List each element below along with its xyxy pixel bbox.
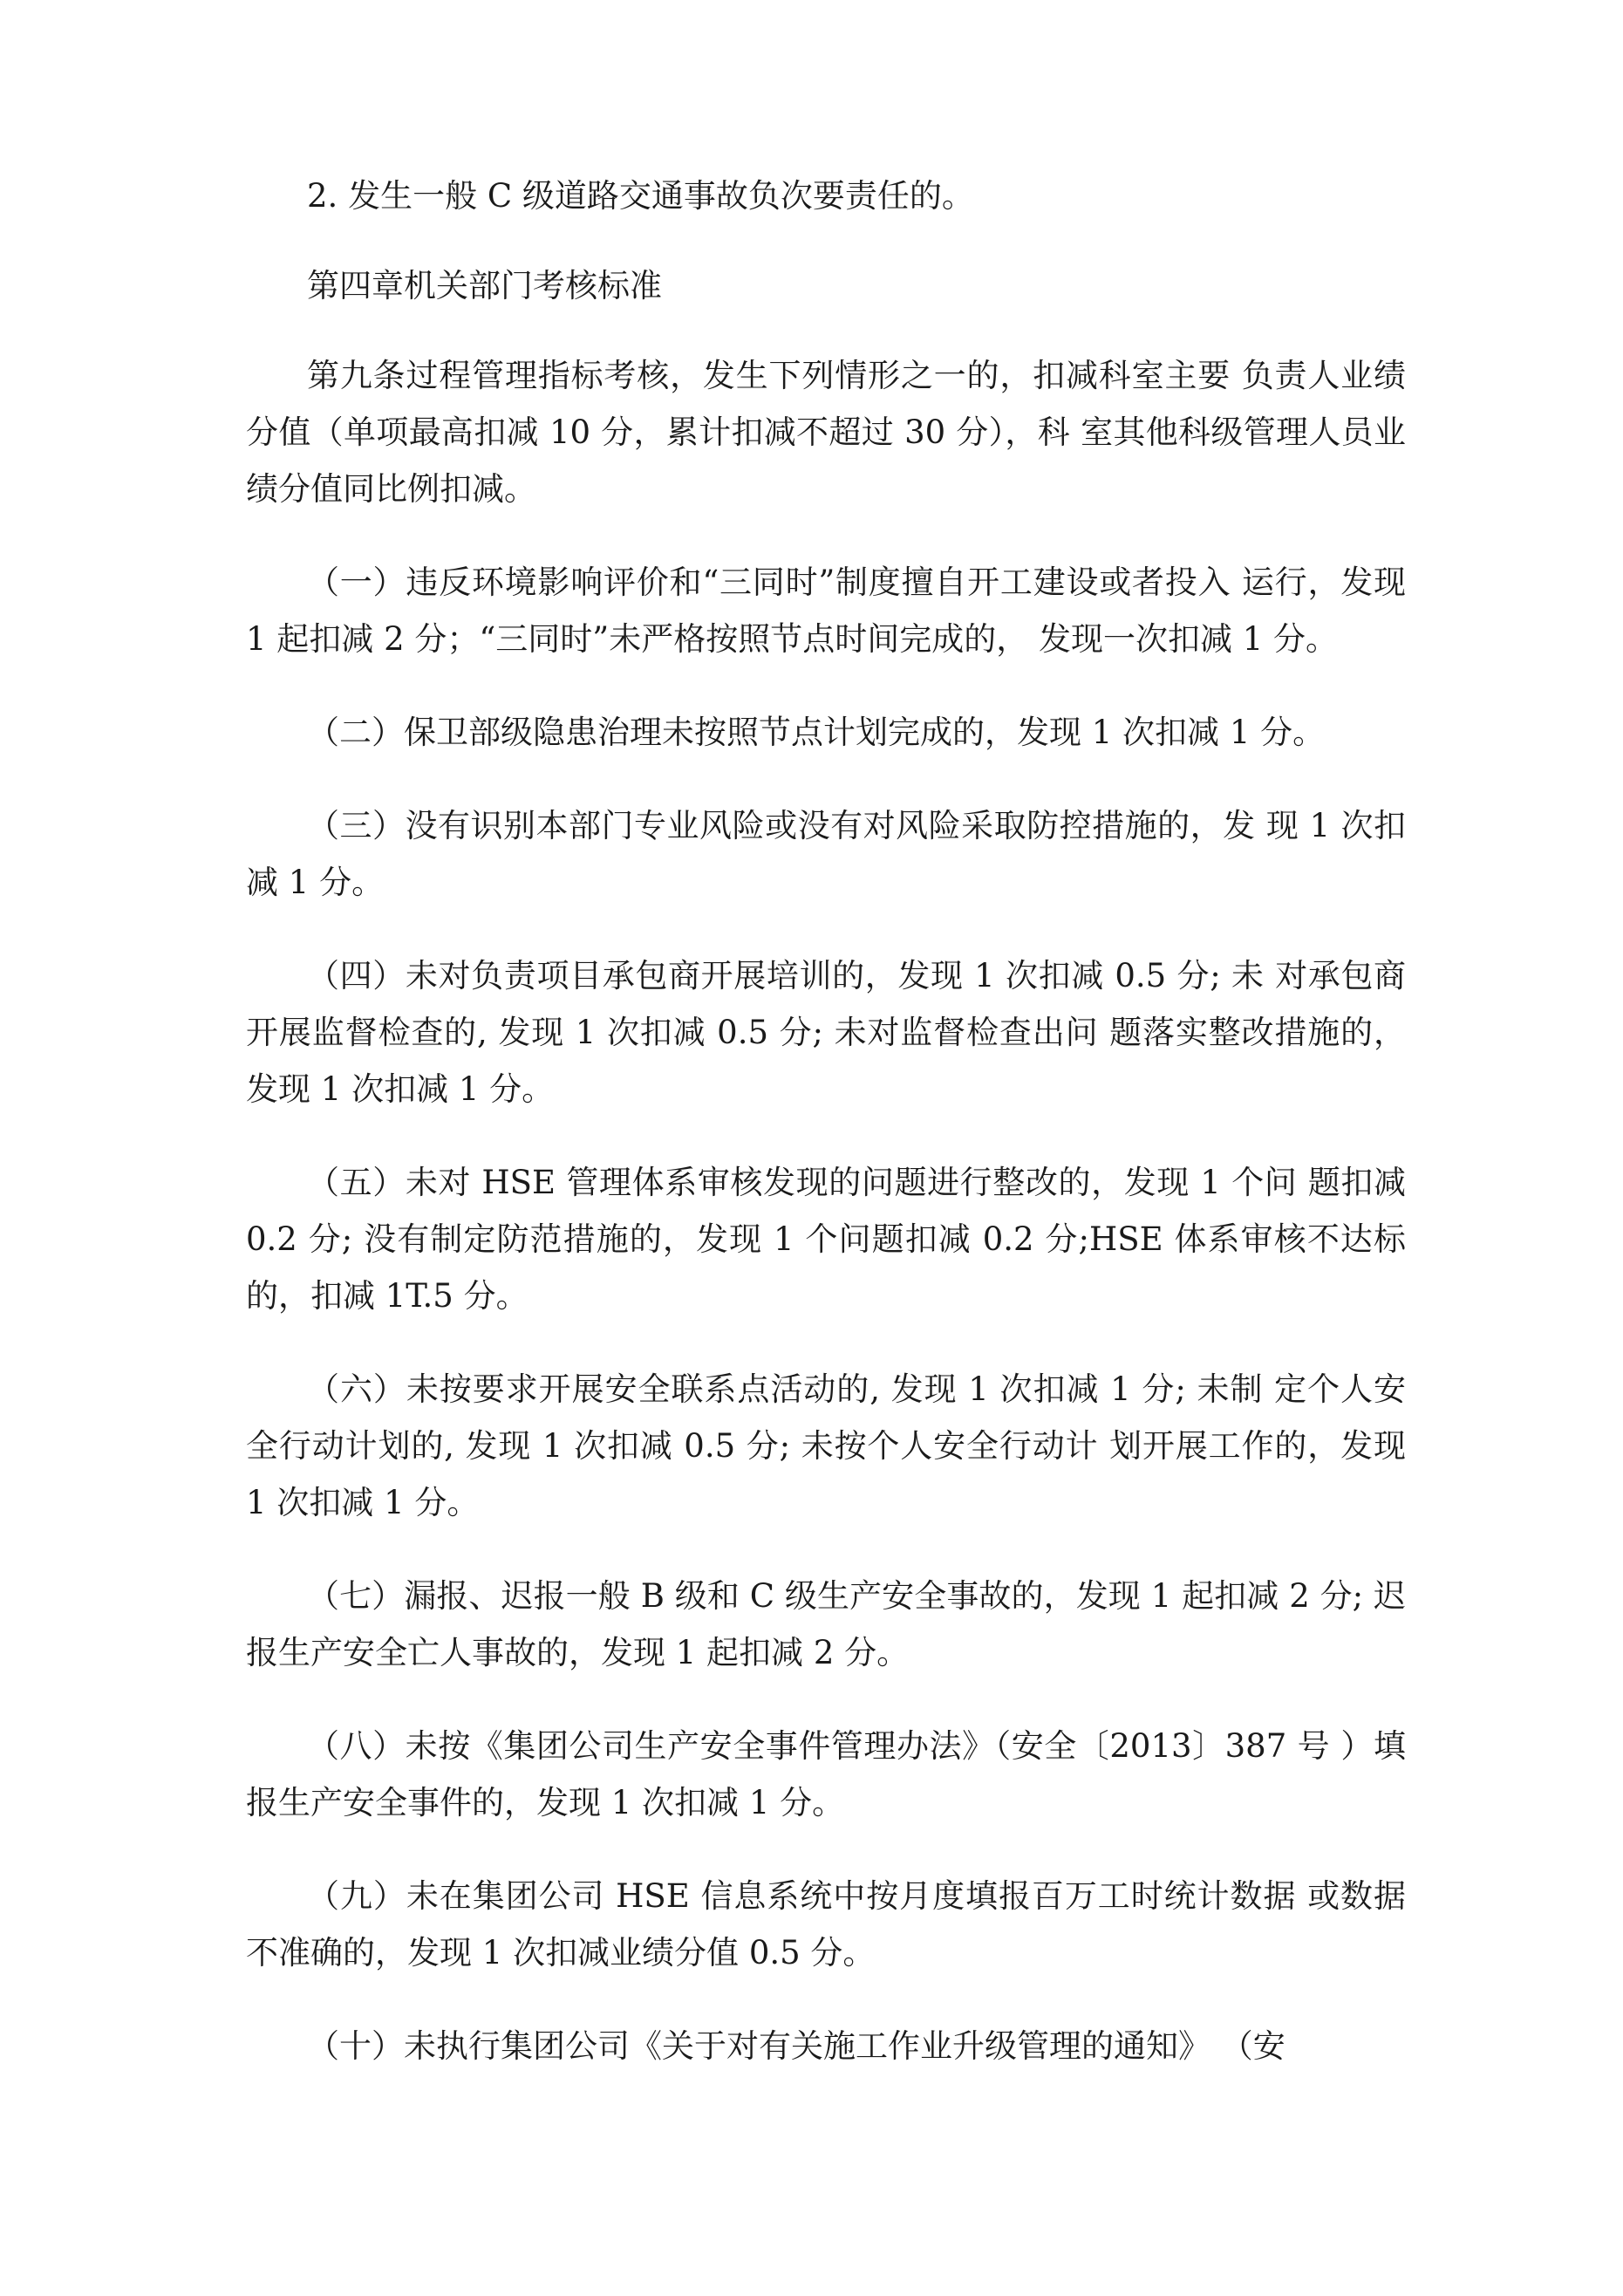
chapter-heading: 第四章机关部门考核标准 — [307, 267, 662, 304]
clause-6-paragraph: （六）未按要求开展安全联系点活动的, 发现 1 次扣减 1 分; 未制 定个人安全行动计划的, 发现 1 次扣减 0.5 分; 未按个人安全行动计 划开展工作的，发现 1 次扣减 1 分。 — [246, 1370, 1406, 1521]
clause-10-paragraph: （十）未执行集团公司《关于对有关施工作业升级管理的通知》 （安 — [307, 2027, 1285, 2065]
article-9-paragraph: 第九条过程管理指标考核，发生下列情形之一的，扣减科室主要 负责人业绩分值（单项最高扣减 10 分，累计扣减不超过 30 分），科 室其他科级管理人员业绩分值同比例扣减。 — [246, 357, 1406, 508]
paragraph-item-2: 2. 发生一般 C 级道路交通事故负次要责任的。 — [307, 177, 974, 215]
clause-9-paragraph: （九）未在集团公司 HSE 信息系统中按月度填报百万工时统计数据 或数据不准确的，发现 1 次扣减业绩分值 0.5 分。 — [246, 1877, 1406, 1971]
clause-3-paragraph: （三）没有识别本部门专业风险或没有对风险采取防控措施的，发 现 1 次扣减 1 分。 — [246, 807, 1406, 901]
clause-2-paragraph: （二）保卫部级隐患治理未按照节点计划完成的，发现 1 次扣减 1 分。 — [307, 714, 1326, 751]
clause-7-paragraph: （七）漏报、迟报一般 B 级和 C 级生产安全事故的，发现 1 起扣减 2 分; 迟报生产安全亡人事故的，发现 1 起扣减 2 分。 — [246, 1577, 1406, 1671]
clause-4-paragraph: （四）未对负责项目承包商开展培训的，发现 1 次扣减 0.5 分; 未 对承包商开展监督检查的, 发现 1 次扣减 0.5 分; 未对监督检查出问 题落实整改措施的，发现 1 次扣减 1 分。 — [246, 957, 1406, 1108]
clause-1-paragraph: （一）违反环境影响评价和“三同时”制度擅自开工建设或者投入 运行，发现 1 起扣减 2 分；“三同时”未严格按照节点时间完成的， 发现一次扣减 1 分。 — [246, 564, 1406, 658]
clause-5-paragraph: （五）未对 HSE 管理体系审核发现的问题进行整改的，发现 1 个问 题扣减 0.2 分; 没有制定防范措施的，发现 1 个问题扣减 0.2 分;HSE 体系审核不达标的，扣减 1T.5 分。 — [246, 1164, 1406, 1315]
document-body — [246, 167, 1406, 2111]
clause-8-paragraph: （八）未按《集团公司生产安全事件管理办法》（安全〔2013〕387 号 ）填报生产安全事件的，发现 1 次扣减 1 分。 — [246, 1727, 1406, 1821]
